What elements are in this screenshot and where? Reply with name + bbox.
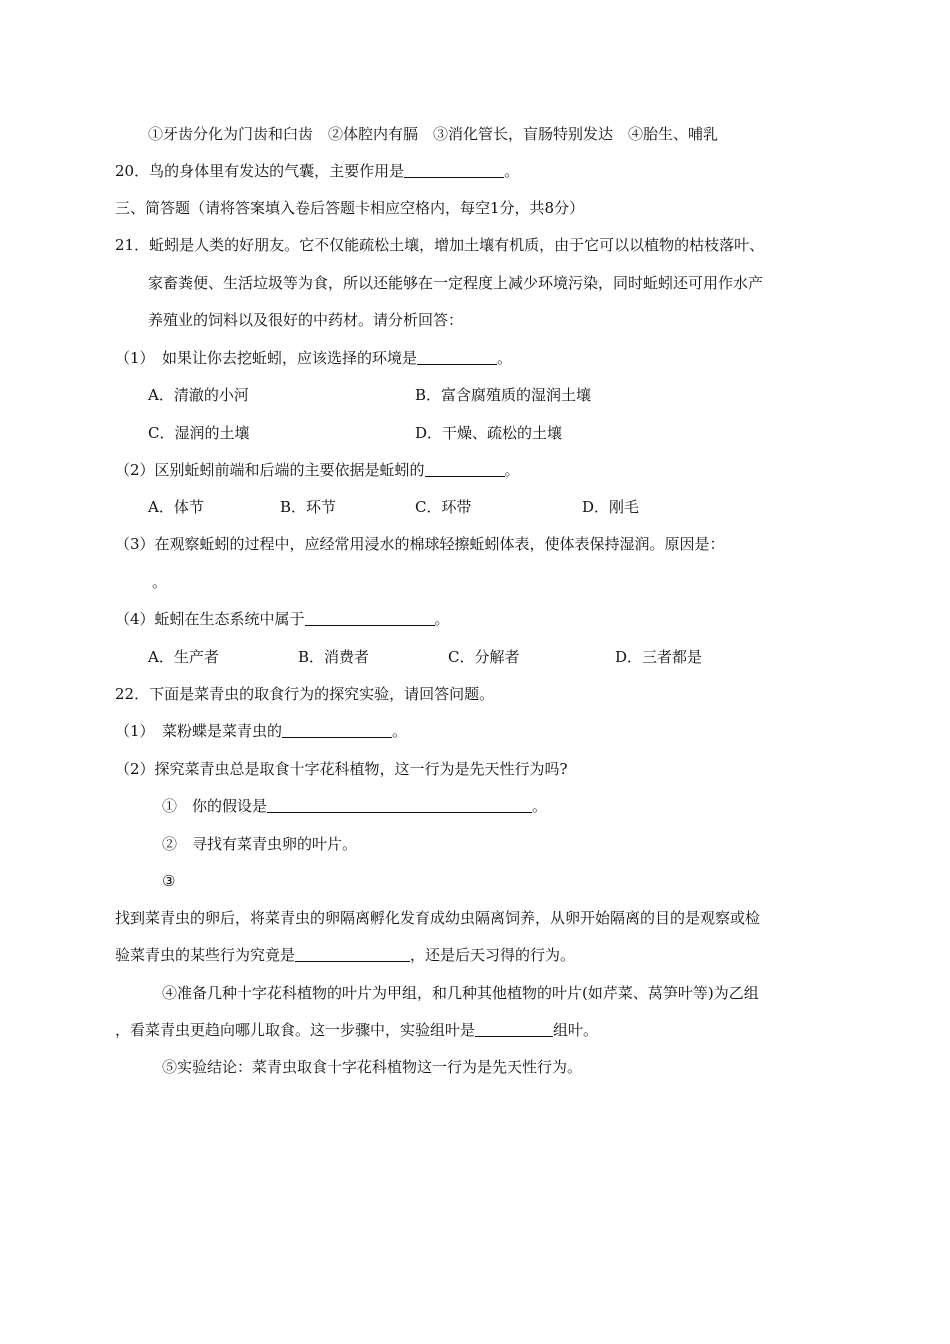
q22-step-4-line-1: ④准备几种十字花科植物的叶片为甲组，和几种其他植物的叶片(如芹菜、莴笋叶等)为乙组 — [162, 984, 759, 1002]
q22-step-2: ② 寻找有菜青虫卵的叶片。 — [162, 835, 358, 853]
q21-p1-blank[interactable] — [417, 349, 497, 365]
q21-p2-blank[interactable] — [425, 461, 505, 477]
q21-p1-option-c: C．湿润的土壤 — [148, 424, 250, 442]
q20-answer-blank[interactable] — [404, 162, 504, 178]
q21-line-3: 养殖业的饲料以及很好的中药材。请分析回答： — [148, 311, 464, 329]
q21-p2-option-a: A．体节 — [148, 498, 204, 516]
q21-p4-blank[interactable] — [305, 610, 435, 626]
q21-part-1 — [115, 348, 512, 368]
q22-s4-blank[interactable] — [475, 1021, 553, 1037]
q21-line-2: 家畜粪便、生活垃圾等为食，所以还能够在一定程度上减少环境污染，同时蚯蚓还可用作水产 — [148, 274, 764, 292]
q22-s1-end: 。 — [532, 797, 548, 815]
q21-p4-text: （4）蚯蚓在生态系统中属于 — [115, 610, 305, 628]
q22-step-3: ③ — [162, 872, 176, 890]
q21-p1-option-a: A．清澈的小河 — [148, 386, 249, 404]
q21-p4-option-c: C．分解者 — [448, 648, 520, 666]
q21-p2-option-b: B．环节 — [280, 498, 337, 516]
q22-intro: 22．下面是菜青虫的取食行为的探究实验，请回答问题。 — [115, 685, 495, 703]
q22-body2-end: ，还是后天习得的行为。 — [410, 946, 576, 964]
q21-part-2 — [115, 460, 520, 480]
q21-p2-end: 。 — [504, 461, 520, 479]
q22-part-1 — [115, 721, 407, 741]
q21-part-4 — [115, 609, 450, 629]
q20-text: 20．鸟的身体里有发达的气囊，主要作用是 — [115, 162, 405, 180]
q21-p2-text: （2）区别蚯蚓前端和后端的主要依据是蚯蚓的 — [115, 461, 425, 479]
q21-p4-end: 。 — [434, 610, 450, 628]
q22-s1-text: ① 你的假设是 — [162, 797, 268, 815]
q22-body-line-2 — [115, 945, 575, 965]
q22-s4-end: 组叶。 — [553, 1021, 599, 1039]
q21-p1-option-d: D．干燥、疏松的土壤 — [415, 424, 563, 442]
q20-question — [115, 161, 519, 181]
q21-p4-option-b: B．消费者 — [298, 648, 370, 666]
q21-line-1: 21．蚯蚓是人类的好朋友。它不仅能疏松土壤，增加土壤有机质，由于它可以以植物的枯枝落叶、 — [115, 236, 765, 254]
q21-p1-option-b: B．富含腐殖质的湿润土壤 — [415, 386, 592, 404]
q21-p2-option-d: D．刚毛 — [582, 498, 640, 516]
q22-part-2: （2）探究菜青虫总是取食十字花科植物，这一行为是先天性行为吗? — [115, 760, 568, 778]
q22-body2-text: 验菜青虫的某些行为究竟是 — [115, 946, 296, 964]
q21-p1-end: 。 — [497, 349, 513, 367]
section-3-heading: 三、简答题（请将答案填入卷后答题卡相应空格内，每空1分，共8分） — [115, 199, 585, 217]
q20-end: 。 — [504, 162, 520, 180]
q22-s1-blank[interactable] — [267, 797, 532, 813]
q22-step-5: ⑤实验结论：菜青虫取食十字花科植物这一行为是先天性行为。 — [162, 1058, 583, 1076]
q21-p3-end: 。 — [152, 573, 168, 591]
q21-p2-option-c: C．环带 — [415, 498, 472, 516]
q21-p1-text: （1） 如果让你去挖蚯蚓，应该选择的环境是 — [115, 349, 418, 367]
q22-p1-end: 。 — [392, 722, 408, 740]
q21-p4-option-a: A．生产者 — [148, 648, 219, 666]
q22-step-1 — [162, 796, 547, 816]
q22-p1-text: （1） 菜粉蝶是菜青虫的 — [115, 722, 283, 740]
q19-options: ①牙齿分化为门齿和臼齿 ②体腔内有膈 ③消化管长，盲肠特别发达 ④胎生、哺乳 — [148, 125, 719, 143]
q22-body2-blank[interactable] — [295, 946, 410, 962]
q22-p1-blank[interactable] — [282, 722, 392, 738]
q22-step-4-line-2 — [115, 1020, 598, 1040]
q22-body-line-1: 找到菜青虫的卵后，将菜青虫的卵隔离孵化发育成幼虫隔离饲养，从卵开始隔离的目的是观察或检 — [115, 909, 761, 927]
q21-p4-option-d: D．三者都是 — [615, 648, 703, 666]
q21-part-3: （3）在观察蚯蚓的过程中，应经常用浸水的棉球轻擦蚯蚓体表，使体表保持湿润。原因是： — [115, 535, 725, 553]
q22-s4-text: ，看菜青虫更趋向哪儿取食。这一步骤中，实验组叶是 — [115, 1021, 476, 1039]
